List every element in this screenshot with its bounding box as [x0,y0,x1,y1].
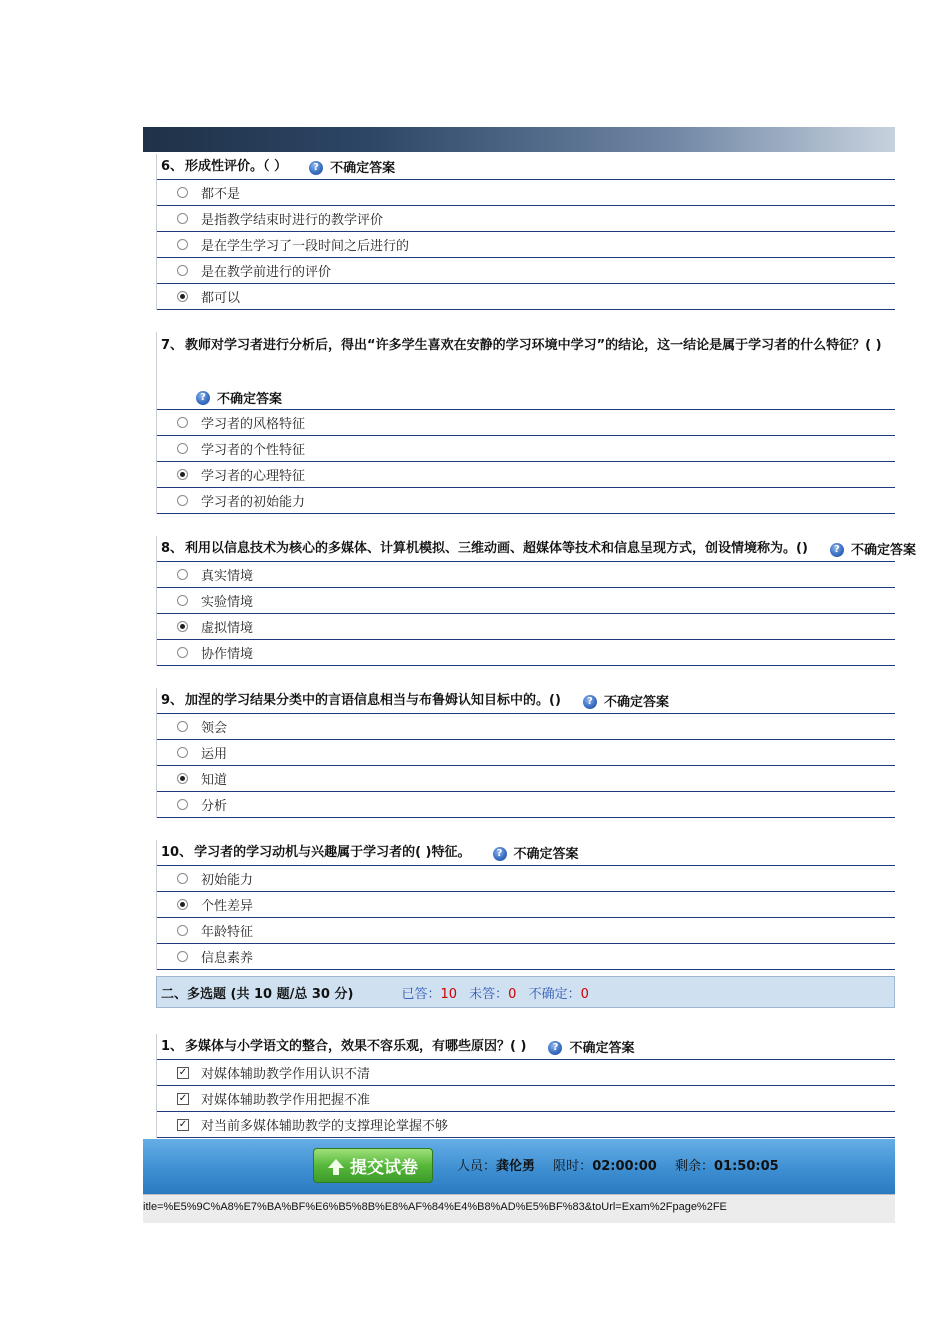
answer-option[interactable] [157,918,895,944]
answer-option[interactable] [157,714,895,740]
question-title [157,840,895,866]
answer-option[interactable] [157,180,895,206]
radio-unchecked[interactable] [177,265,188,276]
answer-option[interactable] [157,792,895,818]
unanswered-stat: 未答：0 [469,986,517,1002]
question-title [157,154,895,180]
question-block [156,154,895,310]
question-title [157,688,895,714]
checkbox-checked[interactable]: ✓ [178,1118,188,1130]
help-icon: ? [830,543,844,557]
option-label: 信息素养 [201,951,254,966]
help-icon: ? [309,161,323,175]
answer-option[interactable] [157,944,895,970]
arrow-up-icon [328,1159,344,1168]
radio-checked[interactable] [177,291,188,302]
option-label: 领会 [201,721,228,736]
question-number: 6、 [161,159,184,174]
answer-option[interactable] [157,1060,895,1086]
question-number: 1、 [161,1039,184,1054]
answer-option[interactable] [157,1086,895,1112]
option-label: 学习者的个性特征 [201,443,306,458]
radio-unchecked[interactable] [177,647,188,658]
option-label: 运用 [201,747,228,762]
radio-unchecked[interactable] [177,495,188,506]
option-label: 学习者的初始能力 [201,495,306,510]
question-text: 教师对学习者进行分析后，得出“许多学生喜欢在安静的学习环境中学习”的结论，这一结论是属于学习者的什么特征？( ) [185,338,882,353]
option-label: 都可以 [201,291,241,306]
question-number: 8、 [161,541,184,556]
answer-option[interactable] [157,766,895,792]
unsure-answer-toggle[interactable]: ? 不确定答案 [583,690,669,715]
checkbox-checked[interactable]: ✓ [178,1066,188,1078]
option-label: 个性差异 [201,899,254,914]
answered-stat: 已答：10 [401,986,458,1002]
question-block [156,536,916,666]
question-text: 学习者的学习动机与兴趣属于学习者的( )特征。 [194,845,471,860]
question-block [156,688,895,818]
submit-exam-button[interactable]: 提交试卷 [313,1148,433,1183]
question-block [156,1034,895,1138]
single-choice-questions [156,154,916,970]
answer-option[interactable] [157,206,895,232]
answer-option[interactable] [157,892,895,918]
radio-unchecked[interactable] [177,873,188,884]
browser-status-bar: itle=%E5%9C%A8%E7%BA%BF%E6%B5%8B%E8%AF%84%E4%B8%AD%E5%BF%83&toUrl=Exam%2Fpage%2FE [143,1194,895,1223]
option-label: 是在学生学习了一段时间之后进行的 [201,239,410,254]
radio-unchecked[interactable] [177,925,188,936]
unsure-answer-toggle[interactable]: ? 不确定答案 [548,1036,634,1061]
time-limit-info: 限时：02:00:00 [553,1159,657,1174]
answer-option[interactable] [157,410,895,436]
answer-option[interactable] [157,614,895,640]
question-title [157,536,916,562]
answer-option[interactable] [157,488,895,514]
radio-unchecked[interactable] [177,721,188,732]
section-header-multi-choice [156,976,895,1008]
checkbox-checked[interactable]: ✓ [178,1092,188,1104]
answer-option[interactable] [157,462,895,488]
option-label: 初始能力 [201,873,254,888]
answer-option[interactable] [157,740,895,766]
option-label: 都不是 [201,187,241,202]
unsure-answer-toggle[interactable]: ? 不确定答案 [196,388,282,407]
help-icon: ? [493,847,507,861]
answer-option[interactable] [157,284,895,310]
exam-info [457,1139,779,1194]
answer-stats [393,983,588,1002]
answer-option[interactable] [157,1112,895,1138]
radio-unchecked[interactable] [177,187,188,198]
option-label: 是指教学结束时进行的教学评价 [201,213,384,228]
question-title [157,332,895,410]
bottom-action-bar [143,1139,895,1194]
radio-unchecked[interactable] [177,799,188,810]
question-text: 加涅的学习结果分类中的言语信息相当与布鲁姆认知目标中的。() [185,693,561,708]
option-label: 知道 [201,773,228,788]
radio-unchecked[interactable] [177,213,188,224]
question-number: 7、 [161,338,184,353]
unsure-stat: 不确定：0 [528,986,589,1002]
answer-option[interactable] [157,640,895,666]
option-label: 协作情境 [201,647,254,662]
answer-option[interactable] [157,866,895,892]
radio-unchecked[interactable] [177,417,188,428]
option-label: 对媒体辅助教学作用把握不准 [201,1093,371,1108]
top-header-bar [143,127,895,152]
unsure-answer-toggle[interactable]: ? 不确定答案 [309,156,395,181]
question-block [156,332,895,514]
option-label: 年龄特征 [201,925,254,940]
question-number: 9、 [161,693,184,708]
answer-option[interactable] [157,232,895,258]
question-text: 形成性评价。（ ） [185,159,288,174]
question-block [156,840,895,970]
question-text: 利用以信息技术为核心的多媒体、计算机模拟、三维动画、超媒体等技术和信息呈现方式，创设情境称为。() [185,541,808,556]
radio-checked[interactable] [177,469,188,480]
help-icon: ? [583,695,597,709]
radio-checked[interactable] [177,773,188,784]
option-label: 虚拟情境 [201,621,254,636]
question-title [157,1034,895,1060]
option-label: 分析 [201,799,228,814]
answer-option[interactable] [157,562,895,588]
help-icon: ? [548,1041,562,1055]
option-label: 真实情境 [201,569,254,584]
radio-unchecked[interactable] [177,443,188,454]
answer-option[interactable] [157,436,895,462]
exam-content[interactable] [156,154,916,1139]
radio-unchecked[interactable] [177,239,188,250]
multi-choice-questions [156,1034,895,1138]
time-remaining-info: 剩余：01:50:05 [675,1159,779,1174]
person-info: 人员：龚伦勇 [457,1159,536,1174]
radio-checked[interactable] [177,621,188,632]
option-label: 对当前多媒体辅助教学的支撑理论掌握不够 [201,1119,449,1134]
option-label: 学习者的风格特征 [201,417,306,432]
option-label: 学习者的心理特征 [201,469,306,484]
question-number: 10、 [161,845,193,860]
section-title: 二、多选题 (共 10 题/总 30 分) [161,986,354,1002]
radio-checked[interactable] [177,899,188,910]
radio-unchecked[interactable] [177,951,188,962]
question-text: 多媒体与小学语文的整合，效果不容乐观，有哪些原因？( ) [185,1039,527,1054]
answer-option[interactable] [157,588,895,614]
option-label: 是在教学前进行的评价 [201,265,332,280]
unsure-answer-toggle[interactable]: ? 不确定答案 [830,538,916,563]
help-icon: ? [196,391,210,405]
exam-window [143,127,916,1222]
unsure-answer-toggle[interactable]: ? 不确定答案 [493,842,579,867]
option-label: 实验情境 [201,595,254,610]
option-label: 对媒体辅助教学作用认识不清 [201,1067,371,1082]
radio-unchecked[interactable] [177,747,188,758]
answer-option[interactable] [157,258,895,284]
radio-unchecked[interactable] [177,569,188,580]
radio-unchecked[interactable] [177,595,188,606]
